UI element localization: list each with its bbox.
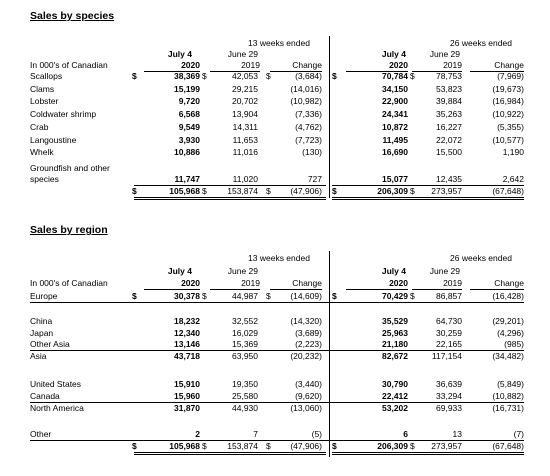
cell-b: 44,930 xyxy=(232,403,258,413)
cell-c: (20,232) xyxy=(290,351,322,361)
currency-symbol: $ xyxy=(332,441,337,451)
cell-f: (16,428) xyxy=(492,291,524,301)
cell-f: (67,648) xyxy=(492,186,524,196)
cell-d: 30,790 xyxy=(382,379,408,389)
currency-symbol: $ xyxy=(202,71,207,81)
cell-d: 70,429 xyxy=(382,291,408,301)
cell-e: 117,154 xyxy=(431,351,462,361)
cell-c: (9,620) xyxy=(295,391,322,401)
region-col-jul-26: July 4 xyxy=(381,266,406,276)
cell-c: (130) xyxy=(302,147,322,158)
cell-c: (3,684) xyxy=(295,71,322,81)
cell-a: 2 xyxy=(195,429,200,439)
species-row xyxy=(30,109,524,120)
cell-b: 29,215 xyxy=(232,83,258,94)
cell-b: 20,702 xyxy=(232,96,258,107)
cell-d: 15,077 xyxy=(382,174,408,184)
row-label: China xyxy=(30,316,53,326)
row-label: Coldwater shrimp xyxy=(30,109,97,120)
cell-f: (7,969) xyxy=(497,71,524,81)
cell-c: (2,223) xyxy=(295,339,322,350)
region-total-double-line xyxy=(134,452,326,453)
row-label: Canada xyxy=(30,391,60,401)
cell-e: 33,294 xyxy=(436,391,462,401)
cell-e: 273,957 xyxy=(431,441,462,451)
region-col-2019-26: 2019 xyxy=(412,278,462,290)
cell-a: 31,870 xyxy=(174,403,200,413)
cell-b: 14,311 xyxy=(232,121,258,132)
cell-e: 78,753 xyxy=(436,71,462,81)
species-total-double-line xyxy=(134,197,326,198)
cell-b: 153,874 xyxy=(227,186,258,196)
cell-b: 7 xyxy=(253,429,258,439)
row-label: species xyxy=(30,174,59,184)
cell-e: 53,823 xyxy=(436,83,462,94)
region-col-2019-13: 2019 xyxy=(210,278,260,290)
cell-d: 206,309 xyxy=(377,186,408,196)
cell-b: 15,369 xyxy=(232,339,258,350)
cell-f: (19,673) xyxy=(492,83,524,94)
cell-f: (5,849) xyxy=(497,379,524,389)
cell-f: (10,577) xyxy=(492,134,524,145)
row-label: Asia xyxy=(30,351,47,361)
cell-f: 2,642 xyxy=(502,174,524,184)
currency-symbol: $ xyxy=(266,441,271,451)
cell-a: 12,340 xyxy=(174,327,200,338)
species-period13: 13 weeks ended xyxy=(248,38,310,48)
cell-a: 18,232 xyxy=(174,316,200,326)
row-label: Lobster xyxy=(30,96,59,107)
cell-b: 16,029 xyxy=(232,327,258,338)
region-row xyxy=(30,379,524,390)
currency-symbol: $ xyxy=(202,186,207,196)
species-row xyxy=(30,84,524,95)
cell-c: (4,762) xyxy=(295,121,322,132)
cell-e: 22,165 xyxy=(436,339,462,350)
cell-b: 153,874 xyxy=(227,441,258,451)
cell-e: 12,435 xyxy=(436,174,462,184)
region-total-double-line xyxy=(332,452,524,453)
species-other-label-1: Groundfish and other xyxy=(30,163,110,173)
cell-e: 273,957 xyxy=(431,186,462,196)
cell-c: (47,906) xyxy=(290,441,322,451)
cell-d: 6 xyxy=(403,429,408,439)
region-col-jun-13: June 29 xyxy=(227,266,258,276)
cell-d: 34,150 xyxy=(382,83,408,94)
cell-b: 11,653 xyxy=(232,134,258,145)
region-total-row xyxy=(30,441,524,452)
cell-d: 21,180 xyxy=(382,339,408,350)
currency-symbol: $ xyxy=(202,441,207,451)
cell-c: (13,060) xyxy=(290,403,322,413)
cell-c: (3,689) xyxy=(295,327,322,338)
currency-symbol: $ xyxy=(202,291,207,301)
row-label: Crab xyxy=(30,121,49,132)
cell-d: 25,963 xyxy=(382,327,408,338)
cell-a: 6,568 xyxy=(178,109,200,120)
species-total-double-line xyxy=(134,199,326,200)
currency-symbol: $ xyxy=(132,71,137,81)
row-label: North America xyxy=(30,403,84,413)
region-total-double-line xyxy=(332,454,524,455)
cell-f: (4,296) xyxy=(497,327,524,338)
cell-e: 30,259 xyxy=(436,327,462,338)
cell-f: (7) xyxy=(513,429,524,439)
row-label: Other xyxy=(30,429,52,439)
region-row xyxy=(30,339,524,350)
region-total-double-line xyxy=(134,454,326,455)
region-units: In 000's of Canadian xyxy=(30,278,108,288)
cell-c: (5) xyxy=(311,429,322,439)
row-label: Japan xyxy=(30,327,54,338)
cell-c: (3,440) xyxy=(295,379,322,389)
region-row xyxy=(30,328,524,339)
species-col-jun-13: June 29 xyxy=(227,49,258,59)
cell-e: 39,884 xyxy=(436,96,462,107)
currency-symbol: $ xyxy=(266,186,271,196)
cell-c: (7,336) xyxy=(295,109,322,120)
cell-b: 42,053 xyxy=(232,71,258,81)
cell-f: (985) xyxy=(504,339,524,350)
cell-a: 105,968 xyxy=(169,441,200,451)
cell-d: 11,495 xyxy=(382,134,408,145)
row-label: Scallops xyxy=(30,71,63,81)
cell-f: (16,984) xyxy=(492,96,524,107)
cell-e: 69,933 xyxy=(436,403,462,413)
species-col-jul-26: July 4 xyxy=(381,49,406,59)
species-col-change-26: Change xyxy=(470,60,524,72)
species-col-jul-13: July 4 xyxy=(167,49,192,59)
cell-f: (67,648) xyxy=(492,441,524,451)
cell-d: 24,341 xyxy=(382,109,408,120)
species-total-row xyxy=(30,186,524,197)
cell-b: 11,016 xyxy=(232,147,258,158)
currency-symbol: $ xyxy=(332,186,337,196)
species-other-label xyxy=(30,163,524,174)
species-row xyxy=(30,135,524,146)
cell-b: 13,904 xyxy=(232,109,258,120)
row-label: Europe xyxy=(30,291,58,301)
currency-symbol: $ xyxy=(132,186,137,196)
row-label: Langoustine xyxy=(30,134,77,145)
row-label: Whelk xyxy=(30,147,54,158)
currency-symbol: $ xyxy=(266,291,271,301)
cell-a: 9,720 xyxy=(178,96,200,107)
cell-d: 16,690 xyxy=(382,147,408,158)
region-period13: 13 weeks ended xyxy=(248,253,310,263)
cell-f: (5,355) xyxy=(497,121,524,132)
cell-e: 86,857 xyxy=(436,291,462,301)
cell-a: 10,886 xyxy=(174,147,200,158)
cell-f: (10,922) xyxy=(492,109,524,120)
species-col-2020-26: 2020 xyxy=(346,60,408,72)
cell-d: 10,872 xyxy=(382,121,408,132)
cell-e: 36,639 xyxy=(436,379,462,389)
cell-c: (14,609) xyxy=(290,291,322,301)
currency-symbol: $ xyxy=(410,71,415,81)
cell-a: 15,910 xyxy=(174,379,200,389)
species-col-2019-13: 2019 xyxy=(210,60,260,72)
cell-d: 53,202 xyxy=(382,403,408,413)
species-units: In 000's of Canadian xyxy=(30,60,108,70)
cell-f: (34,482) xyxy=(492,351,524,361)
currency-symbol: $ xyxy=(410,441,415,451)
species-row xyxy=(30,71,524,82)
cell-c: (47,906) xyxy=(290,186,322,196)
cell-f: (29,201) xyxy=(492,316,524,326)
cell-a: 15,199 xyxy=(174,83,200,94)
cell-c: 727 xyxy=(307,174,322,184)
cell-e: 16,227 xyxy=(436,121,462,132)
region-col-change-13: Change xyxy=(270,278,322,290)
region-row-other xyxy=(30,429,524,440)
cell-d: 206,309 xyxy=(377,441,408,451)
cell-a: 38,369 xyxy=(174,71,200,81)
region-col-jul-13: July 4 xyxy=(167,266,192,276)
cell-a: 43,718 xyxy=(174,351,200,361)
species-total-double-line xyxy=(332,199,524,200)
cell-b: 11,020 xyxy=(232,174,258,184)
currency-symbol: $ xyxy=(266,71,271,81)
cell-f: (16,731) xyxy=(492,403,524,413)
row-label: Other Asia xyxy=(30,339,70,350)
cell-f: 1,190 xyxy=(502,147,524,158)
currency-symbol: $ xyxy=(332,291,337,301)
cell-b: 63,950 xyxy=(232,351,258,361)
cell-b: 19,350 xyxy=(232,379,258,389)
row-label: United States xyxy=(30,379,82,389)
species-title: Sales by species xyxy=(30,10,115,22)
region-row-na xyxy=(30,403,524,414)
currency-symbol: $ xyxy=(410,186,415,196)
species-total-double-line xyxy=(332,197,524,198)
region-period26: 26 weeks ended xyxy=(450,253,512,263)
region-row-asia xyxy=(30,351,524,362)
region-col-jun-26: June 29 xyxy=(429,266,460,276)
currency-symbol: $ xyxy=(332,71,337,81)
region-col-change-26: Change xyxy=(470,278,524,290)
cell-a: 11,747 xyxy=(174,174,200,184)
cell-d: 35,529 xyxy=(382,316,408,326)
cell-b: 44,987 xyxy=(232,291,258,301)
region-col-2020-26: 2020 xyxy=(346,278,408,290)
species-row-groundfish xyxy=(30,174,524,185)
species-row xyxy=(30,147,524,158)
cell-b: 25,580 xyxy=(232,391,258,401)
region-row-europe xyxy=(30,291,524,302)
region-col-2020-13: 2020 xyxy=(144,278,200,290)
currency-symbol: $ xyxy=(132,291,137,301)
cell-e: 13 xyxy=(452,429,462,439)
cell-d: 22,412 xyxy=(382,391,408,401)
cell-a: 13,146 xyxy=(174,339,200,350)
cell-a: 15,960 xyxy=(174,391,200,401)
row-label: Clams xyxy=(30,83,55,94)
species-period26: 26 weeks ended xyxy=(450,38,512,48)
species-col-jun-26: June 29 xyxy=(429,49,460,59)
cell-c: (14,320) xyxy=(290,316,322,326)
cell-a: 3,930 xyxy=(178,134,200,145)
species-row xyxy=(30,122,524,133)
species-row xyxy=(30,96,524,107)
species-col-2019-26: 2019 xyxy=(412,60,462,72)
cell-c: (7,723) xyxy=(295,134,322,145)
cell-b: 32,552 xyxy=(232,316,258,326)
cell-e: 22,072 xyxy=(436,134,462,145)
cell-a: 105,968 xyxy=(169,186,200,196)
species-col-change-13: Change xyxy=(270,60,322,72)
cell-f: (10,882) xyxy=(492,391,524,401)
cell-e: 15,500 xyxy=(436,147,462,158)
cell-d: 70,784 xyxy=(382,71,408,81)
species-col-2020-13: 2020 xyxy=(144,60,200,72)
region-title: Sales by region xyxy=(30,224,108,236)
cell-c: (10,982) xyxy=(290,96,322,107)
cell-d: 82,672 xyxy=(382,351,408,361)
region-europe-line xyxy=(30,302,524,303)
region-row xyxy=(30,316,524,327)
currency-symbol: $ xyxy=(410,291,415,301)
cell-e: 35,263 xyxy=(436,109,462,120)
cell-c: (14,016) xyxy=(290,83,322,94)
cell-a: 30,378 xyxy=(174,291,200,301)
cell-e: 64,730 xyxy=(436,316,462,326)
region-row xyxy=(30,391,524,402)
cell-d: 22,900 xyxy=(382,96,408,107)
currency-symbol: $ xyxy=(132,441,137,451)
cell-a: 9,549 xyxy=(178,121,200,132)
